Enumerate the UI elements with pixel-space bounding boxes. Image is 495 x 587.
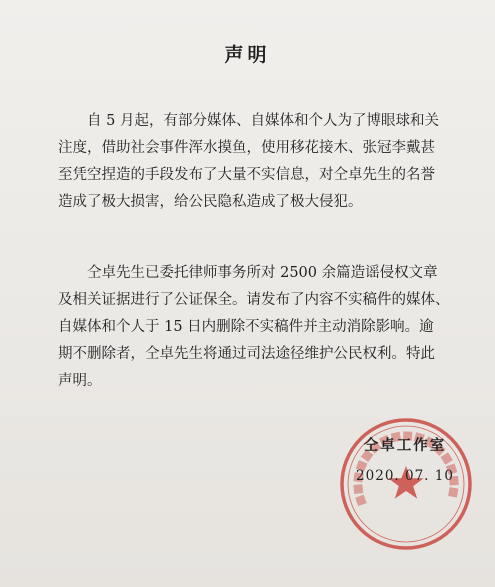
paragraph-1-line: 自 5 月起，有部分媒体、自媒体和个人为了博眼球和关	[87, 113, 439, 129]
paragraph-1-line: 至凭空捏造的手段发布了大量不实信息，对仝卓先生的名誉	[58, 167, 435, 183]
document-title: 声明	[224, 44, 271, 66]
paragraph-2-line: 仝卓先生已委托律师事务所对 2500 余篇造谣侵权文章	[87, 265, 438, 281]
paragraph-2	[58, 260, 468, 395]
paragraph-2-line: 自媒体和个人于 15 日内删除不实稿件并主动消除影响。逾	[58, 319, 434, 335]
paragraph-1-line: 造成了极大损害，给公民隐私造成了极大侵犯。	[58, 194, 363, 210]
paragraph-2-line: 声明。	[58, 373, 102, 389]
signature-name: 仝卓工作室	[363, 437, 447, 454]
paragraph-1	[58, 108, 468, 216]
signature-date: 2020. 07. 10	[356, 468, 454, 484]
paragraph-2-line: 及相关证据进行了公证保全。请发布了内容不实稿件的媒体、	[58, 292, 450, 308]
paragraph-1-line: 注度，借助社会事件浑水摸鱼，使用移花接木、张冠李戴甚	[58, 140, 435, 156]
paragraph-2-line: 期不删除者，仝卓先生将通过司法途径维护公民权利。特此	[58, 346, 435, 362]
